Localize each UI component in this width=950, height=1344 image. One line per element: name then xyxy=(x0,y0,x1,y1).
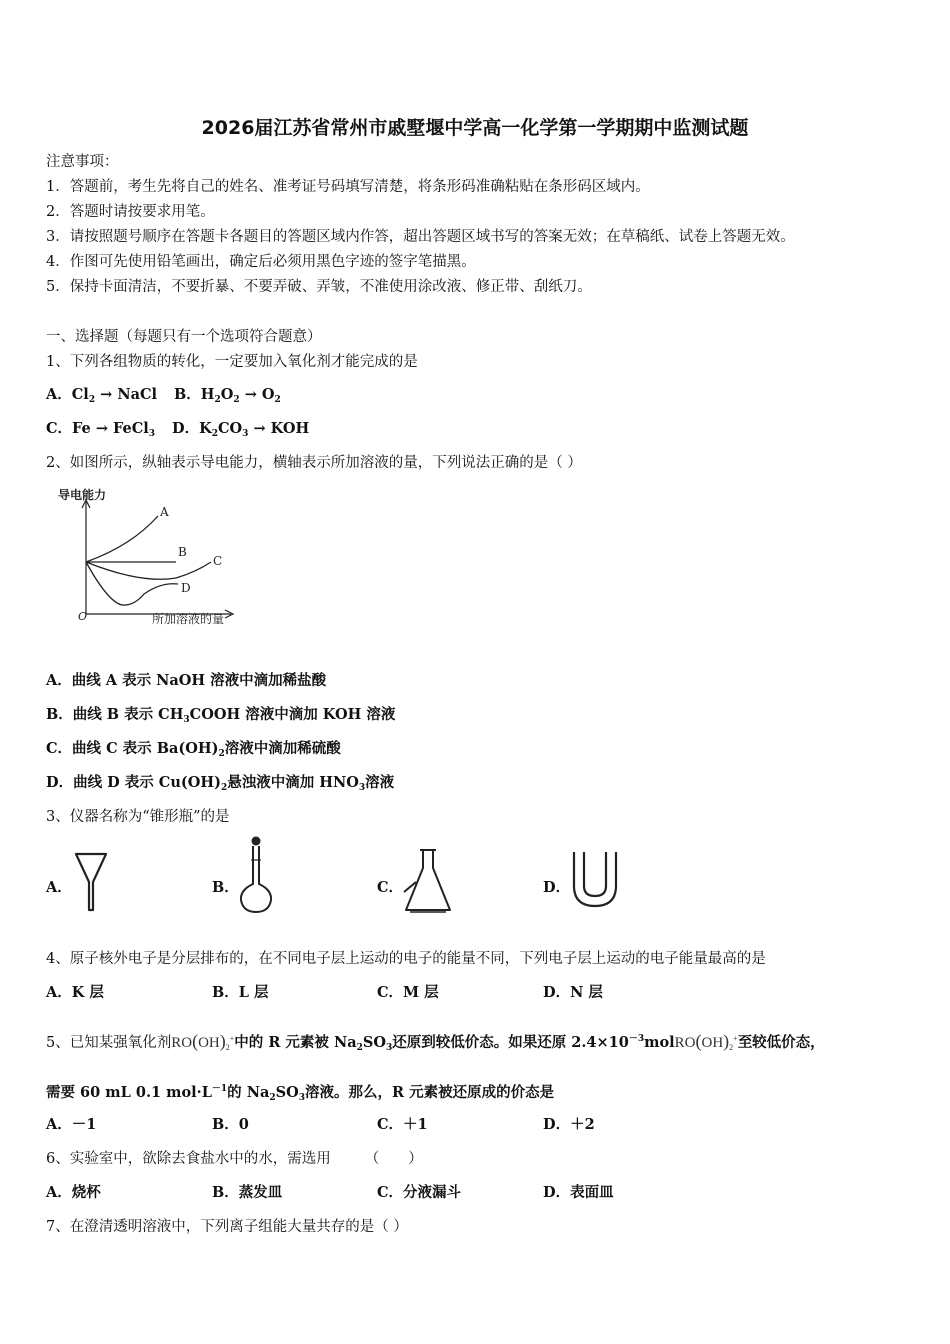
notice-item: 3．请按照题号顺序在答题卡各题目的答题区域内作答，超出答题区域书写的答案无效；在草稿纸、试卷上答题无效。 xyxy=(46,229,795,245)
question-2-option-d: D．曲线 D 表示 $Cu(OH)_2$悬浊液中滴加 $HNO_3$溶液 xyxy=(46,774,395,793)
question-2-option-b: B．曲线 B 表示 $CH_3COOH$ 溶液中滴加 KOH 溶液 xyxy=(46,706,396,725)
funnel-icon xyxy=(72,850,110,914)
notice-item: 4．作图可先使用铅笔画出，确定后必须用黑色字迹的签字笔描黑。 xyxy=(46,254,476,270)
question-5-option-b: B．0 xyxy=(212,1116,249,1133)
question-1-option-c: C．Fe → FeCl$_3$ xyxy=(46,420,156,439)
question-6-option-a: A．烧杯 xyxy=(46,1184,101,1201)
question-2-stem: 2、如图所示，纵轴表示导电能力，横轴表示所加溶液的量，下列说法正确的是（ ） xyxy=(46,455,582,471)
graph-axes xyxy=(82,500,233,618)
question-5-line-2: 需要 60 mL 0.1 $mol\cdot L^{-1}$的 $Na_2SO_3$溶液。那么，R 元素被还原成的价态是 xyxy=(46,1084,555,1103)
page-title: 2026届江苏省常州市戚墅堰中学高一化学第一学期期中监测试题 xyxy=(201,117,749,139)
question-3-option-d: D． xyxy=(543,879,571,896)
question-5-line-1: 5、已知某强氧化剂$RO(OH)_2^+$中的 R 元素被 $Na_2SO_3$还原到较低价态。如果还原 $2.4\times 10^{-3}molRO(OH)_2^+$至较低价态， xyxy=(46,1031,825,1053)
curve-d-label: D xyxy=(181,581,191,595)
conductivity-graph xyxy=(46,484,246,634)
question-1-option-b: B．$H_2O_2 \to O_2$ xyxy=(174,386,281,405)
question-1-option-a: A．$Cl_2$ → NaCl xyxy=(46,386,158,405)
notice-item: 1．答题前，考生先将自己的姓名、准考证号码填写清楚，将条形码准确粘贴在条形码区域内。 xyxy=(46,179,650,195)
question-2-option-a: A．曲线 A 表示 NaOH 溶液中滴加稀盐酸 xyxy=(46,672,327,689)
question-6-option-d: D．表面皿 xyxy=(543,1184,614,1201)
question-3-stem: 3、仪器名称为“锥形瓶”的是 xyxy=(46,809,230,825)
question-4-option-c: C．M 层 xyxy=(377,984,439,1001)
graph-x-axis-label: 所加溶液的量 xyxy=(152,612,225,626)
question-5-option-a: A．－1 xyxy=(46,1116,97,1133)
curve-c-label: C xyxy=(213,554,223,568)
notice-heading: 注意事项： xyxy=(46,154,119,170)
graph-y-axis-label: 导电能力 xyxy=(58,488,107,502)
notice-item: 5．保持卡面清洁，不要折暴、不要弄破、弄皱，不准使用涂改液、修正带、刮纸刀。 xyxy=(46,279,592,295)
question-5-option-c: C．＋1 xyxy=(377,1116,428,1133)
curve-c xyxy=(86,562,211,579)
graph-origin-label: O xyxy=(78,610,88,623)
u-tube-icon xyxy=(568,848,622,912)
curve-b-label: B xyxy=(178,545,187,559)
ro-oh2-formula: $RO(OH)_2^+$ xyxy=(674,1031,738,1052)
section-heading: 一、选择题（每题只有一个选项符合题意） xyxy=(46,329,322,345)
ro-oh2-formula: $RO(OH)_2^+$ xyxy=(171,1031,235,1052)
question-3-option-c: C． xyxy=(377,879,404,896)
conical-flask-icon xyxy=(398,846,456,916)
curve-a xyxy=(86,516,158,562)
question-6-stem: 6、实验室中，欲除去食盐水中的水，需选用 （ ） xyxy=(46,1151,423,1167)
question-4-stem: 4、原子核外电子是分层排布的，在不同电子层上运动的电子的能量不同，下列电子层上运动的电子能量最高的是 xyxy=(46,951,766,967)
question-1-option-d: D．$K_2CO_3$ → KOH xyxy=(172,420,310,439)
question-6-option-b: B．蒸发皿 xyxy=(212,1184,283,1201)
curve-a-label: A xyxy=(160,505,169,519)
question-5-option-d: D．＋2 xyxy=(543,1116,595,1133)
answer-paren: （ ） xyxy=(364,1151,423,1167)
question-4-option-a: A．K 层 xyxy=(46,984,104,1001)
question-2-option-c: C．曲线 C 表示 $Ba(OH)_2$溶液中滴加稀硫酸 xyxy=(46,740,341,759)
question-4-option-b: B．L 层 xyxy=(212,984,269,1001)
question-4-option-d: D．N 层 xyxy=(543,984,603,1001)
question-6-option-c: C．分液漏斗 xyxy=(377,1184,462,1201)
curve-d xyxy=(86,562,178,605)
question-3-option-a: A． xyxy=(46,879,72,896)
question-7-stem: 7、在澄清透明溶液中，下列离子组能大量共存的是（ ） xyxy=(46,1219,408,1235)
volumetric-flask-icon xyxy=(236,834,278,916)
notice-item: 2．答题时请按要求用笔。 xyxy=(46,204,215,220)
question-1-stem: 1、下列各组物质的转化，一定要加入氧化剂才能完成的是 xyxy=(46,354,418,370)
question-3-option-b: B． xyxy=(212,879,239,896)
